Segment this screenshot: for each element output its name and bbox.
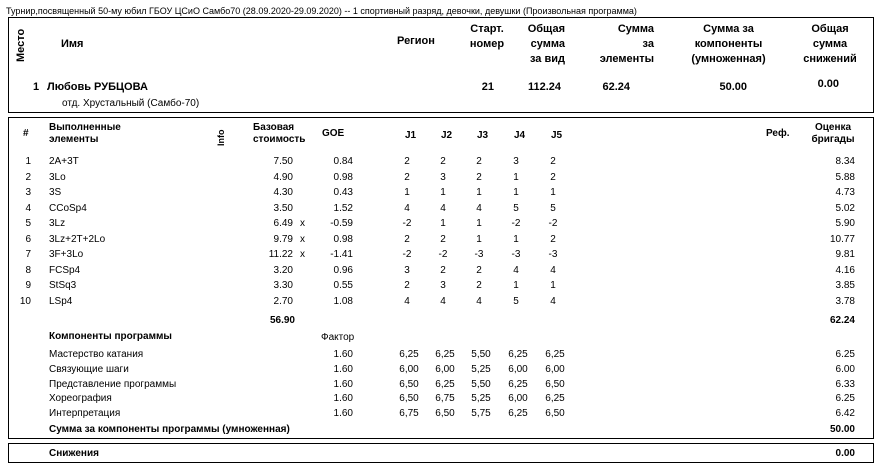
component-judge-score: 6,50 [399, 378, 419, 390]
element-name: CCoSp4 [49, 202, 87, 214]
judge-score: 1 [550, 187, 556, 198]
component-judge-score: 6,50 [545, 408, 565, 420]
component-judge-score: 5,50 [471, 349, 491, 360]
component-name: Связующие шаги [49, 363, 129, 375]
judge-score: 4 [513, 264, 519, 276]
ref-header: Реф. [766, 128, 790, 139]
judge-score: 2 [476, 264, 482, 276]
element-row [9, 265, 873, 280]
element-name: 3Lo [49, 171, 66, 183]
component-name: Интерпретация [49, 408, 121, 420]
judge-score: 4 [440, 295, 446, 307]
element-goe: 0.84 [333, 156, 353, 167]
start-no-header: Старт. номер [469, 23, 505, 50]
skater-name: Любовь РУБЦОВА [47, 81, 148, 93]
element-score: 8.34 [835, 156, 855, 167]
skater-deductions: 0.00 [817, 78, 839, 90]
component-judge-score: 5,25 [471, 393, 491, 405]
judge-score: 3 [404, 264, 410, 276]
element-score: 4.73 [835, 187, 855, 198]
element-row [9, 218, 873, 233]
element-number: 8 [25, 264, 31, 276]
component-score: 6.42 [835, 408, 855, 420]
element-number: 4 [25, 202, 31, 214]
judge-score: 3 [440, 171, 446, 183]
element-goe: -0.59 [330, 218, 353, 229]
component-score: 6.25 [835, 393, 855, 405]
judge-score: 2 [476, 171, 482, 183]
component-judge-score: 6,25 [545, 393, 565, 405]
component-judge-score: 6,25 [435, 378, 455, 390]
element-base-value: 3.20 [273, 264, 293, 276]
element-base-value: 4.30 [273, 187, 293, 198]
judge-score: 2 [404, 171, 410, 183]
element-row [9, 203, 873, 218]
factor-label: Фактор [321, 332, 355, 343]
components-sum-header: Сумма за компоненты (умноженная) [691, 23, 766, 65]
element-name: 3Lz [49, 218, 66, 229]
element-row [9, 234, 873, 249]
element-row [9, 156, 873, 171]
element-score: 10.77 [829, 233, 855, 245]
judge-score: 1 [440, 218, 446, 229]
element-number: 7 [25, 249, 31, 260]
component-judge-score: 6,00 [435, 363, 455, 375]
element-number: 3 [25, 187, 31, 198]
element-goe: 0.43 [333, 187, 353, 198]
element-goe: 0.98 [333, 171, 353, 183]
element-base-value: 2.70 [273, 295, 293, 307]
judge-score: 2 [440, 264, 446, 276]
element-goe: 0.55 [333, 280, 353, 291]
judge-score: 4 [440, 202, 446, 214]
judge-score: 2 [404, 233, 410, 245]
components-total-label: Сумма за компоненты программы (умноженная) [49, 424, 290, 435]
deductions-label: Снижения [49, 448, 99, 459]
goe-header: GOE [322, 128, 345, 139]
component-judge-score: 6,50 [435, 408, 455, 420]
component-score: 6.25 [835, 349, 855, 360]
judge-score: 5 [550, 202, 556, 214]
j3-header: J3 [477, 130, 489, 141]
element-row [9, 172, 873, 187]
judge-score: 4 [404, 202, 410, 214]
component-factor: 1.60 [333, 408, 353, 420]
judge-score: 3 [440, 280, 446, 291]
judge-score: 2 [440, 156, 446, 167]
component-judge-score: 6,25 [508, 349, 528, 360]
component-judge-score: 6,50 [399, 393, 419, 405]
skater-total: 112.24 [527, 81, 561, 93]
skater-club: отд. Хрустальный (Самбо-70) [62, 98, 200, 109]
component-judge-score: 6,25 [545, 349, 565, 360]
region-header: Регион [397, 35, 435, 47]
element-score: 3.78 [835, 295, 855, 307]
component-judge-score: 6,00 [508, 393, 528, 405]
element-name: FCSp4 [49, 264, 81, 276]
judge-score: 2 [404, 280, 410, 291]
component-judge-score: 5,75 [471, 408, 491, 420]
component-factor: 1.60 [333, 349, 353, 360]
judge-score: -2 [438, 249, 448, 260]
judge-score: 1 [513, 171, 519, 183]
element-number: 1 [25, 156, 31, 167]
deductions-header: Общая сумма снижений [803, 23, 857, 65]
elements-header: Выполненные элементы [49, 122, 121, 145]
judge-score: 4 [476, 295, 482, 307]
judge-score: 1 [476, 218, 482, 229]
element-name: 3F+3Lo [49, 249, 84, 260]
element-number: 5 [25, 218, 31, 229]
judge-score: 2 [550, 156, 556, 167]
info-header: Info [216, 129, 226, 146]
element-row [9, 249, 873, 264]
judge-score: 4 [550, 295, 556, 307]
deductions-box [8, 443, 874, 463]
base-value-header: Базовая стоимость [253, 122, 306, 145]
judge-score: -2 [548, 218, 558, 229]
component-judge-score: 6,50 [545, 378, 565, 390]
element-number: 10 [19, 295, 31, 307]
element-name: StSq3 [49, 280, 77, 291]
element-name: 3Lz+2T+2Lo [49, 233, 106, 245]
judge-score: -2 [402, 249, 412, 260]
element-name: LSp4 [49, 295, 73, 307]
components-total: 50.00 [829, 424, 855, 435]
judge-score: 2 [476, 280, 482, 291]
component-judge-score: 6,25 [435, 349, 455, 360]
judge-score: 2 [476, 156, 482, 167]
judge-score: -2 [402, 218, 412, 229]
component-judge-score: 6,00 [508, 363, 528, 375]
component-judge-score: 6,25 [399, 349, 419, 360]
num-header: # [23, 128, 29, 139]
place-header: Место [15, 28, 27, 62]
judge-score: 1 [404, 187, 410, 198]
component-judge-score: 6,00 [545, 363, 565, 375]
judge-score: 4 [404, 295, 410, 307]
element-bonus-mark: x [300, 233, 305, 245]
component-judge-score: 6,75 [399, 408, 419, 420]
element-number: 6 [25, 233, 31, 245]
name-header: Имя [61, 38, 84, 50]
component-name: Представление программы [49, 378, 177, 390]
element-goe: -1.41 [330, 249, 353, 260]
element-score: 3.85 [835, 280, 855, 291]
j4-header: J4 [514, 130, 526, 141]
element-score: 4.16 [835, 264, 855, 276]
element-goe: 0.96 [333, 264, 353, 276]
judge-score: 1 [550, 280, 556, 291]
total-header: Общая сумма за вид [527, 23, 565, 65]
element-score: 5.90 [835, 218, 855, 229]
component-row [9, 393, 873, 408]
judge-score: 2 [404, 156, 410, 167]
component-name: Хореография [49, 393, 112, 405]
components-title: Компоненты программы [49, 331, 172, 342]
judge-score: -3 [511, 249, 521, 260]
skater-elements: 62.24 [602, 81, 630, 93]
element-number: 9 [25, 280, 31, 291]
judge-score: 3 [513, 156, 519, 167]
component-score: 6.33 [835, 378, 855, 390]
element-row [9, 187, 873, 202]
judge-score: 4 [550, 264, 556, 276]
skater-start-no: 21 [481, 81, 494, 93]
element-base-value: 11.22 [268, 249, 293, 260]
judge-score: 1 [513, 187, 519, 198]
element-score: 5.02 [835, 202, 855, 214]
judge-score: 1 [476, 233, 482, 245]
judge-score: 1 [440, 187, 446, 198]
judge-score: 4 [476, 202, 482, 214]
page-header: Турнир,посвященный 50-му юбил ГБОУ ЦСиО Самбо70 (28.09.2020-29.09.2020) -- 1 спортивный разряд, девочки, девушки (Произвольная программа) [6, 6, 637, 16]
details-box [8, 117, 874, 439]
component-factor: 1.60 [333, 378, 353, 390]
element-name: 2A+3T [49, 156, 79, 167]
skater-place: 1 [33, 81, 40, 93]
judge-score: -2 [511, 218, 521, 229]
j1-header: J1 [405, 130, 417, 141]
judge-score: 1 [513, 280, 519, 291]
element-goe: 0.98 [333, 233, 353, 245]
j2-header: J2 [441, 130, 453, 141]
element-name: 3S [49, 187, 62, 198]
j5-header: J5 [551, 130, 563, 141]
judge-score: -3 [548, 249, 558, 260]
element-score: 9.81 [835, 249, 855, 260]
component-judge-score: 5,50 [471, 378, 491, 390]
element-base-value: 3.50 [273, 202, 293, 214]
element-bonus-mark: x [300, 218, 305, 229]
judge-score: 5 [513, 202, 519, 214]
judge-score: 2 [440, 233, 446, 245]
component-judge-score: 6,75 [435, 393, 455, 405]
judge-score: 1 [476, 187, 482, 198]
element-number: 2 [25, 171, 31, 183]
component-judge-score: 6,25 [508, 408, 528, 420]
judge-score: 2 [550, 171, 556, 183]
judge-score: 1 [513, 233, 519, 245]
element-base-value: 6.49 [273, 218, 293, 229]
component-row [9, 379, 873, 394]
element-row [9, 280, 873, 295]
element-score: 5.88 [835, 171, 855, 183]
element-base-value: 7.50 [273, 156, 293, 167]
skater-components: 50.00 [719, 81, 747, 93]
element-goe: 1.52 [333, 202, 353, 214]
judge-score: 2 [550, 233, 556, 245]
element-base-value: 9.79 [273, 233, 293, 245]
component-name: Мастерство катания [49, 349, 144, 360]
component-judge-score: 5,25 [471, 363, 491, 375]
elements-total-score: 62.24 [829, 315, 855, 326]
element-base-value: 3.30 [273, 280, 293, 291]
component-score: 6.00 [835, 363, 855, 375]
elements-sum-header: Сумма за элементы [599, 23, 654, 65]
panel-score-header: Оценка бригады [811, 122, 855, 145]
component-factor: 1.60 [333, 363, 353, 375]
component-judge-score: 6,25 [508, 378, 528, 390]
judge-score: -3 [474, 249, 484, 260]
element-bonus-mark: x [300, 249, 305, 260]
component-judge-score: 6,00 [399, 363, 419, 375]
summary-box [8, 17, 874, 113]
component-row [9, 364, 873, 379]
element-base-value: 4.90 [273, 171, 293, 183]
component-factor: 1.60 [333, 393, 353, 405]
elements-total-base: 56.90 [269, 315, 295, 326]
deductions-total: 0.00 [835, 448, 855, 459]
element-row [9, 296, 873, 311]
component-row [9, 408, 873, 423]
element-goe: 1.08 [333, 295, 353, 307]
component-row [9, 349, 873, 364]
judge-score: 5 [513, 295, 519, 307]
